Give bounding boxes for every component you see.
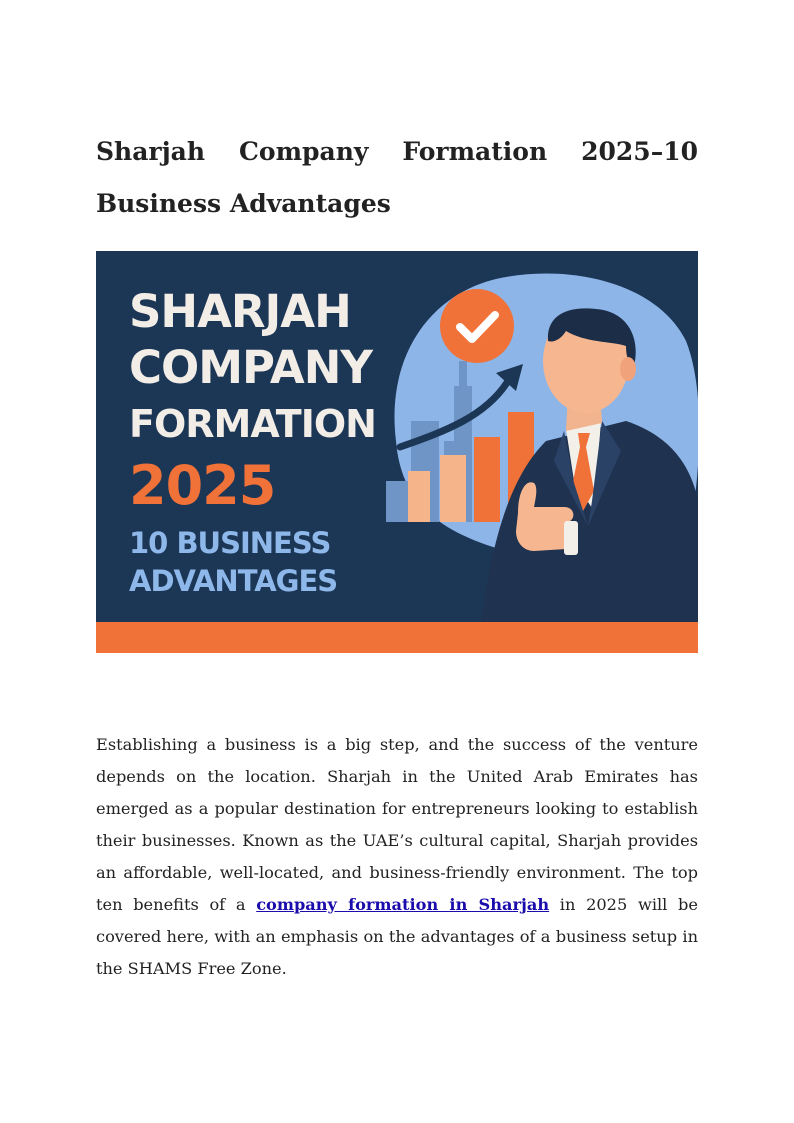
hero-banner-image [96, 251, 698, 653]
intro-text-after-link: in 2025 will be covered here, with an emphasis on the advantages of a business setup in the SHAMS Free Zone. [96, 895, 698, 978]
hero-headline-line-1: SHARJAH [129, 285, 351, 338]
hero-headline-line-2: COMPANY [129, 341, 372, 394]
intro-paragraph [96, 729, 698, 985]
hero-subtitle-line-1: 10 BUSINESS [129, 526, 331, 560]
hero-accent-bar [96, 622, 698, 653]
hero-subtitle-line-2: ADVANTAGES [129, 564, 338, 598]
check-circle-icon [440, 289, 514, 363]
hero-headline [129, 284, 376, 600]
intro-text-before-link: Establishing a business is a big step, and the success of the venture depends on the location. Sharjah in the United Arab Emirates has emerged as a popular destination for entrepreneurs looking to establish their businesses. Known as the UAE’s cultural capital, Sharjah provides an affordable, well-located, and business-friendly environment. The top ten benefits of a [96, 735, 698, 914]
hero-headline-line-3: FORMATION [129, 402, 376, 446]
company-formation-link[interactable]: company formation in Sharjah [256, 895, 550, 914]
hero-year: 2025 [129, 454, 276, 517]
page-title: Sharjah Company Formation 2025–10 Business Advantages [96, 137, 698, 218]
